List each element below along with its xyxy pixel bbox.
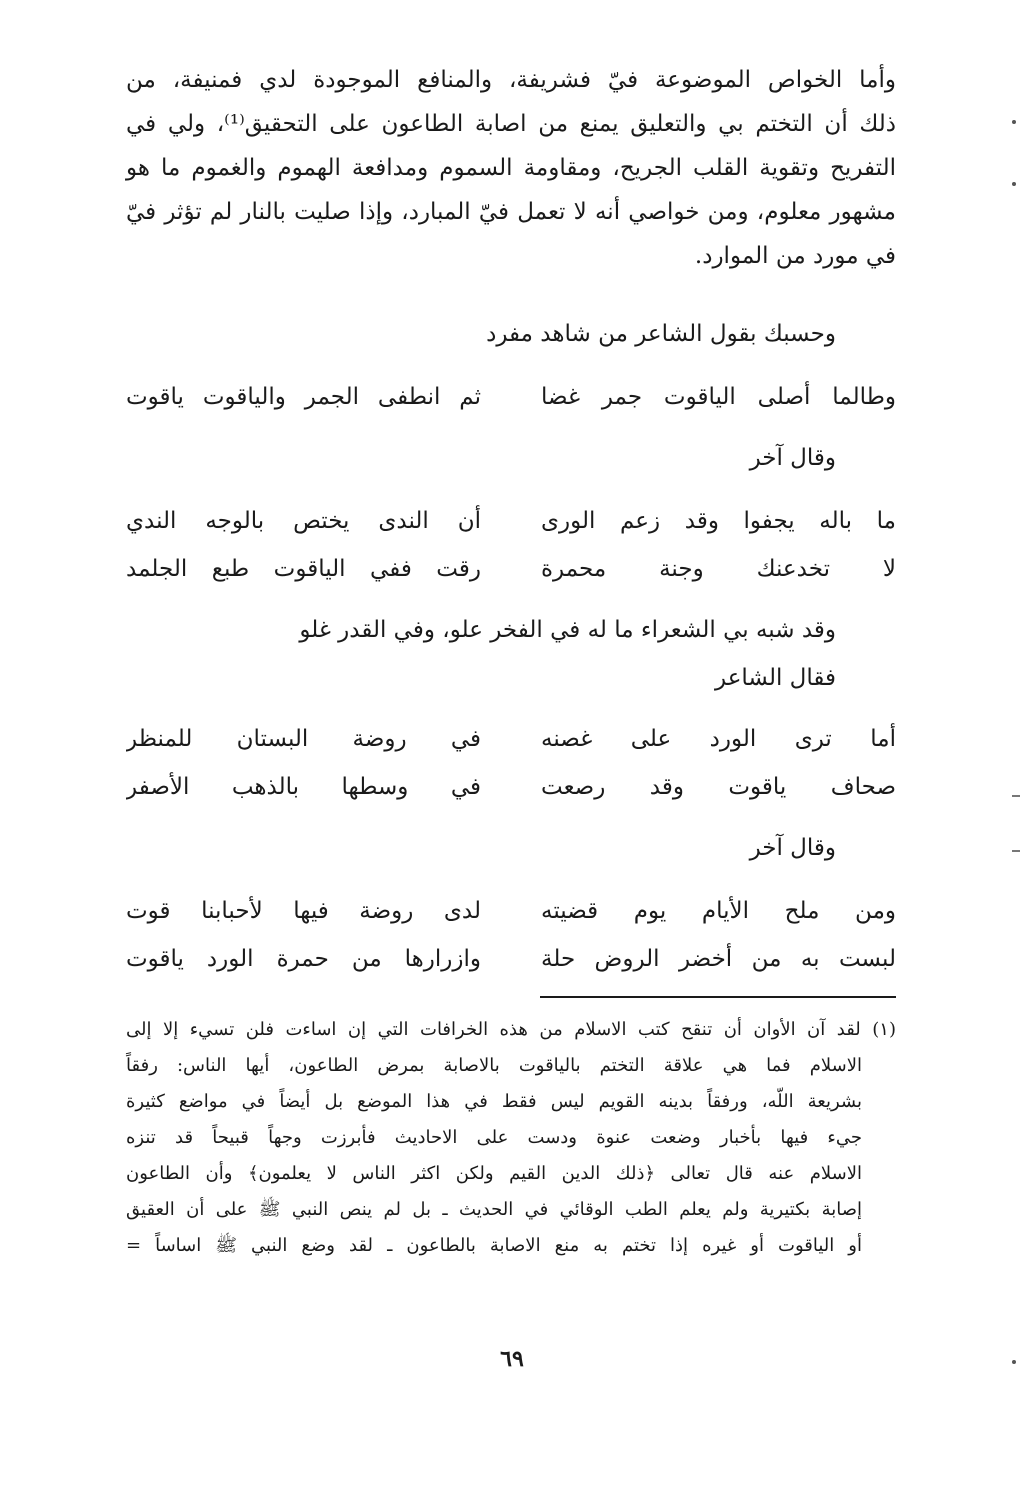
second-hemistich: في وسطها بالذهب الأصفر	[126, 774, 481, 800]
verse-intro: وحسبك بقول الشاعر من شاهد مفرد	[486, 321, 836, 347]
first-hemistich: ومن ملح الأيام يوم قضيته	[541, 898, 896, 924]
second-hemistich: لدى روضة فيها لأحبابنا قوت	[126, 898, 481, 924]
prose-line: وأما الخواص الموضوعة فيّ فشريفة، والمنافع الموجودة لدي فمنيفة، من	[126, 67, 896, 93]
scan-speck	[1012, 795, 1020, 797]
footnote-line: جيء فيها بأخبار وضعت عنوة ودست على الاحاديث فأبرزت وجهاً قبيحاً قد تنزه	[126, 1127, 862, 1148]
first-hemistich: لا تخدعنك وجنة محمرة	[541, 556, 896, 582]
second-hemistich: ثم انطفى الجمر والياقوت ياقوت	[126, 384, 481, 410]
scan-speck	[1012, 850, 1020, 852]
verse-intro: وقال آخر	[749, 445, 836, 471]
prose-line: التفريح وتقوية القلب الجريح، ومقاومة السموم ومدافعة الهموم والغموم ما هو	[126, 155, 896, 181]
second-hemistich: وازرارها من حمرة الورد ياقوت	[126, 946, 481, 972]
second-hemistich: رقت ففي الياقوت طبع الجلمد	[126, 556, 481, 582]
first-hemistich: لبست به من أخضر الروض حلة	[541, 946, 896, 972]
first-hemistich: وطالما أصلى الياقوت جمر غضا	[541, 384, 896, 410]
verse-line	[126, 934, 896, 984]
page-number: ٦٩	[500, 1346, 524, 1372]
prose-line: مشهور معلوم، ومن خواصي أنه لا تعمل فيّ المبارد، وإذا صليت بالنار لم تؤثر فيّ	[126, 199, 896, 225]
scan-speck	[1012, 120, 1016, 124]
first-hemistich: ما باله يجفوا وقد زعم الورى	[541, 508, 896, 534]
verse-intro: وقال آخر	[749, 835, 836, 861]
first-hemistich: صحاف ياقوت وقد رصعت	[541, 774, 896, 800]
footnote-line: أو الياقوت أو غيره إذا تختم به منع الاصابة بالطاعون ـ لقد وضع النبي ﷺ اساساً =	[126, 1235, 862, 1256]
footnote-line: الاسلام عنه قال تعالى ﴿ذلك الدين القيم ولكن اكثر الناس لا يعلمون﴾ وأن الطاعون	[126, 1163, 862, 1184]
prose-paragraph	[126, 58, 896, 278]
footnote-line: (١) لقد آن الأوان أن تنقح كتب الاسلام من هذه الخرافات التي إن اساءت فلن تسيء إلا إلى	[126, 1019, 896, 1040]
footnote-line: الاسلام فما هي علاقة التختم بالياقوت بالاصابة بمرض الطاعون، أيها الناس: رفقاً	[126, 1055, 862, 1076]
footnote	[126, 1012, 896, 1264]
verse-line	[126, 496, 896, 546]
verse-intro: فقال الشاعر	[715, 665, 836, 691]
verse-line	[126, 886, 896, 936]
first-hemistich: أما ترى الورد على غصنه	[541, 726, 896, 752]
footnote-line: بشريعة اللّه، ورفقاً بدينه القويم ليس فقط في هذا الموضع بل أيضاً في مواضع كثيرة	[126, 1091, 862, 1112]
verse-line	[126, 714, 896, 764]
verse-intro: وقد شبه بي الشعراء ما له في الفخر علو، وفي القدر غلو	[299, 617, 836, 643]
scan-speck	[1012, 182, 1016, 186]
scan-speck	[1012, 1360, 1016, 1364]
footnote-line: إصابة بكتيرية ولم يعلم الطب الوقائي في الحديث ـ بل لم ينص النبي ﷺ على أن العقيق	[126, 1199, 862, 1220]
verse-line	[126, 762, 896, 812]
footnote-separator	[540, 996, 896, 998]
verse-line	[126, 372, 896, 422]
second-hemistich: أن الندى يختص بالوجه الندي	[126, 508, 481, 534]
prose-line: في مورد من الموارد.	[694, 243, 896, 269]
prose-line: ذلك أن التختم بي والتعليق يمنع من اصابة الطاعون على التحقيق⁽¹⁾، ولي في	[126, 111, 896, 137]
verse-line	[126, 544, 896, 594]
second-hemistich: في روضة البستان للمنظر	[126, 726, 481, 752]
